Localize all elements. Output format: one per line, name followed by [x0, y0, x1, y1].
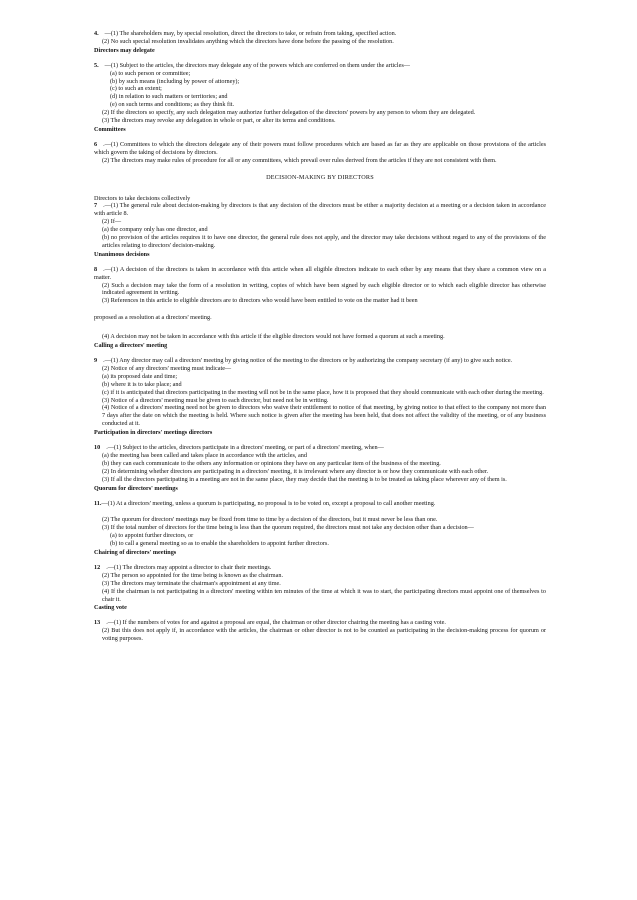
document-page — [94, 30, 546, 643]
section-title: DECISION-MAKING BY DIRECTORS — [266, 173, 374, 181]
art12-para4: (4) If the chairman is not participating in a directors' meeting within ten minutes of the time at which it was to start, the participating directors must appoint one of themselves to chair it. — [102, 587, 546, 603]
art11-item-a: (a) to appoint further directors, or — [110, 532, 194, 540]
art7-item-b: (b) no provision of the articles requires it to have one director, the general rule does not apply, and the director may take decisions without regard to any of the provisions of the articles relating to directors' decision-making. — [102, 234, 546, 249]
art10-para1: 10 .—(1) Subject to the articles, directors participate in a directors' meeting, or part of a directors' meeting, when— — [94, 444, 384, 452]
art5-item-e: (e) on such terms and conditions; as they think fit. — [110, 101, 235, 109]
art4-number: 4. — [94, 30, 99, 37]
art4-para2: (2) No such special resolution invalidates anything which the directors have done before the passing of the resolution. — [102, 37, 394, 45]
heading-casting-vote: Casting vote — [94, 604, 127, 612]
art9-number: 9 — [94, 357, 98, 364]
art9-para4: (4) Notice of a directors' meeting need not be given to directors who waive their entitlement to notice of that meeting, by giving notice to that effect to the company not more than 7 days after the date on which the meeting is held. Where such notice is given after the meeting has been held, that does not affect the validity of the meeting, or of any business conducted at it. — [102, 404, 546, 428]
art11-para1: 11.—(1) At a directors' meeting, unless a quorum is participating, no proposal is to be voted on, except a proposal to call another meeting. — [94, 499, 436, 507]
art5-item-d: (d) in relation to such matters or territories; and — [110, 93, 228, 101]
art6-para1: 6 .—(1) Committees to which the directors delegate any of their powers must follow procedures which are based as far as they are applicable on those provisions of the articles which govern the taking of decisions by directors. — [94, 140, 546, 156]
heading-directors-may-delegate: Directors may delegate — [94, 46, 155, 54]
art7-number: 7 — [94, 202, 98, 210]
art5-item-b: (b) by such means (including by power of attorney); — [110, 77, 240, 85]
art7-item-a: (a) the company only has one director, and — [102, 226, 208, 234]
art8-para1: 8 .—(1) A decision of the directors is taken in accordance with this article when all eligible directors indicate to each other by any means that they share a common view on a matter. — [94, 265, 546, 281]
art11-para2: (2) The quorum for directors' meetings may be fixed from time to time by a decision of the directors, but it must never be less than one. — [102, 516, 438, 524]
art9-item-c: (c) if it is anticipated that directors participating in the meeting will not be in the same place, how it is proposed that they should communicate with each other during the meeting. — [102, 388, 544, 396]
art11-para3: (3) If the total number of directors for the time being is less than the quorum required, the directors must not take any decision other than a decision— — [102, 524, 474, 532]
art10-para2: (2) In determining whether directors are participating in a directors' meeting, it is irrelevant where any director is or how they communicate with each other. — [102, 467, 489, 475]
heading-committees: Committees — [94, 125, 126, 133]
art12-para1: 12 .—(1) The directors may appoint a director to chair their meetings. — [94, 563, 272, 571]
art10-para3: (3) If all the directors participating in a meeting are not in the same place, they may decide that the meeting is to be treated as taking place wherever any of them is. — [102, 475, 507, 483]
art8-para4: (4) A decision may not be taken in accordance with this article if the eligible directors would not have formed a quorum at such a meeting. — [102, 333, 445, 341]
art9-para3: (3) Notice of a directors' meeting must be given to each director, but need not be in writing. — [102, 396, 329, 404]
art8-number: 8 — [94, 265, 98, 273]
art11-item-b: (b) to call a general meeting so as to enable the shareholders to appoint further directors. — [110, 540, 329, 548]
heading-chairing: Chairing of directors' meetings — [94, 549, 177, 557]
art6-number: 6 — [94, 140, 98, 148]
art9-para2: (2) Notice of any directors' meeting must indicate— — [102, 364, 232, 372]
heading-quorum: Quorum for directors' meetings — [94, 484, 178, 492]
art10-number: 10 — [94, 444, 101, 452]
art8-para3-continued: proposed as a resolution at a directors' meeting. — [94, 314, 212, 322]
art12-para2: (2) The person so appointed for the time being is known as the chairman. — [102, 571, 283, 579]
art9-item-a: (a) its proposed date and time; — [102, 372, 178, 380]
art8-para2: (2) Such a decision may take the form of a resolution in writing, copies of which have been signed by each eligible director or to which each eligible director has otherwise indicated agreement in writing. — [102, 281, 546, 297]
art5-number: 5. — [94, 61, 99, 69]
art10-item-a: (a) the meeting has been called and takes place in accordance with the articles, and — [102, 451, 307, 459]
art12-para3: (3) The directors may terminate the chairman's appointment at any time. — [102, 579, 281, 587]
art13-number: 13 — [94, 619, 101, 627]
art13-para1: 13 .—(1) If the numbers of votes for and against a proposal are equal, the chairman or other director chairing the meeting has a casting vote. — [94, 619, 446, 627]
art10-item-b: (b) they can each communicate to the others any information or opinions they have on any particular item of the business of the meeting. — [102, 459, 441, 467]
art11-number: 11. — [94, 499, 102, 507]
art9-item-b: (b) where it is to take place; and — [102, 380, 182, 388]
art5-item-a: (a) to such person or committee; — [110, 69, 191, 77]
art7-para2: (2) If— — [102, 218, 122, 226]
heading-decisions-collectively: Directors to take decisions collectively — [94, 194, 191, 202]
art5-item-c: (c) to such an extent; — [110, 85, 162, 93]
art13-para2: (2) But this does not apply if, in accordance with the articles, the chairman or other director is not to be counted as participating in the decision-making process for quorum or voting purposes. — [102, 627, 546, 643]
art5-para2: (2) If the directors so specify, any such delegation may authorize further delegation of the directors' powers by any person to whom they are delegated. — [102, 109, 476, 117]
art5-para3: (3) The directors may revoke any delegation in whole or part, or alter its terms and conditions. — [102, 117, 336, 125]
art5-para1: 5. —(1) Subject to the articles, the directors may delegate any of the powers which are conferred on them under the articles— — [94, 61, 410, 69]
art4-para1: 4. —(1) The shareholders may, by special resolution, direct the directors to take, or refrain from taking, specified action. — [94, 30, 397, 37]
art8-para3: (3) References in this article to eligible directors are to directors who would have been entitled to vote on the matter had it been — [102, 297, 418, 305]
art9-para1: 9 .—(1) Any director may call a directors' meeting by giving notice of the meeting to the directors or by authorizing the company secretary (if any) to give such notice. — [94, 357, 513, 364]
art12-number: 12 — [94, 563, 101, 571]
art6-para2: (2) The directors may make rules of procedure for all or any committees, which prevail over rules derived from the articles if they are not consistent with them. — [102, 156, 497, 164]
art7-para1: 7 .—(1) The general rule about decision-making by directors is that any decision of the directors must be either a majority decision at a meeting or a decision taken in accordance with article 8. — [94, 202, 546, 218]
heading-calling-meeting: Calling a directors' meeting — [94, 342, 168, 350]
heading-participation: Participation in directors' meetings directors — [94, 429, 213, 437]
heading-unanimous-decisions: Unanimous decisions — [94, 250, 150, 258]
